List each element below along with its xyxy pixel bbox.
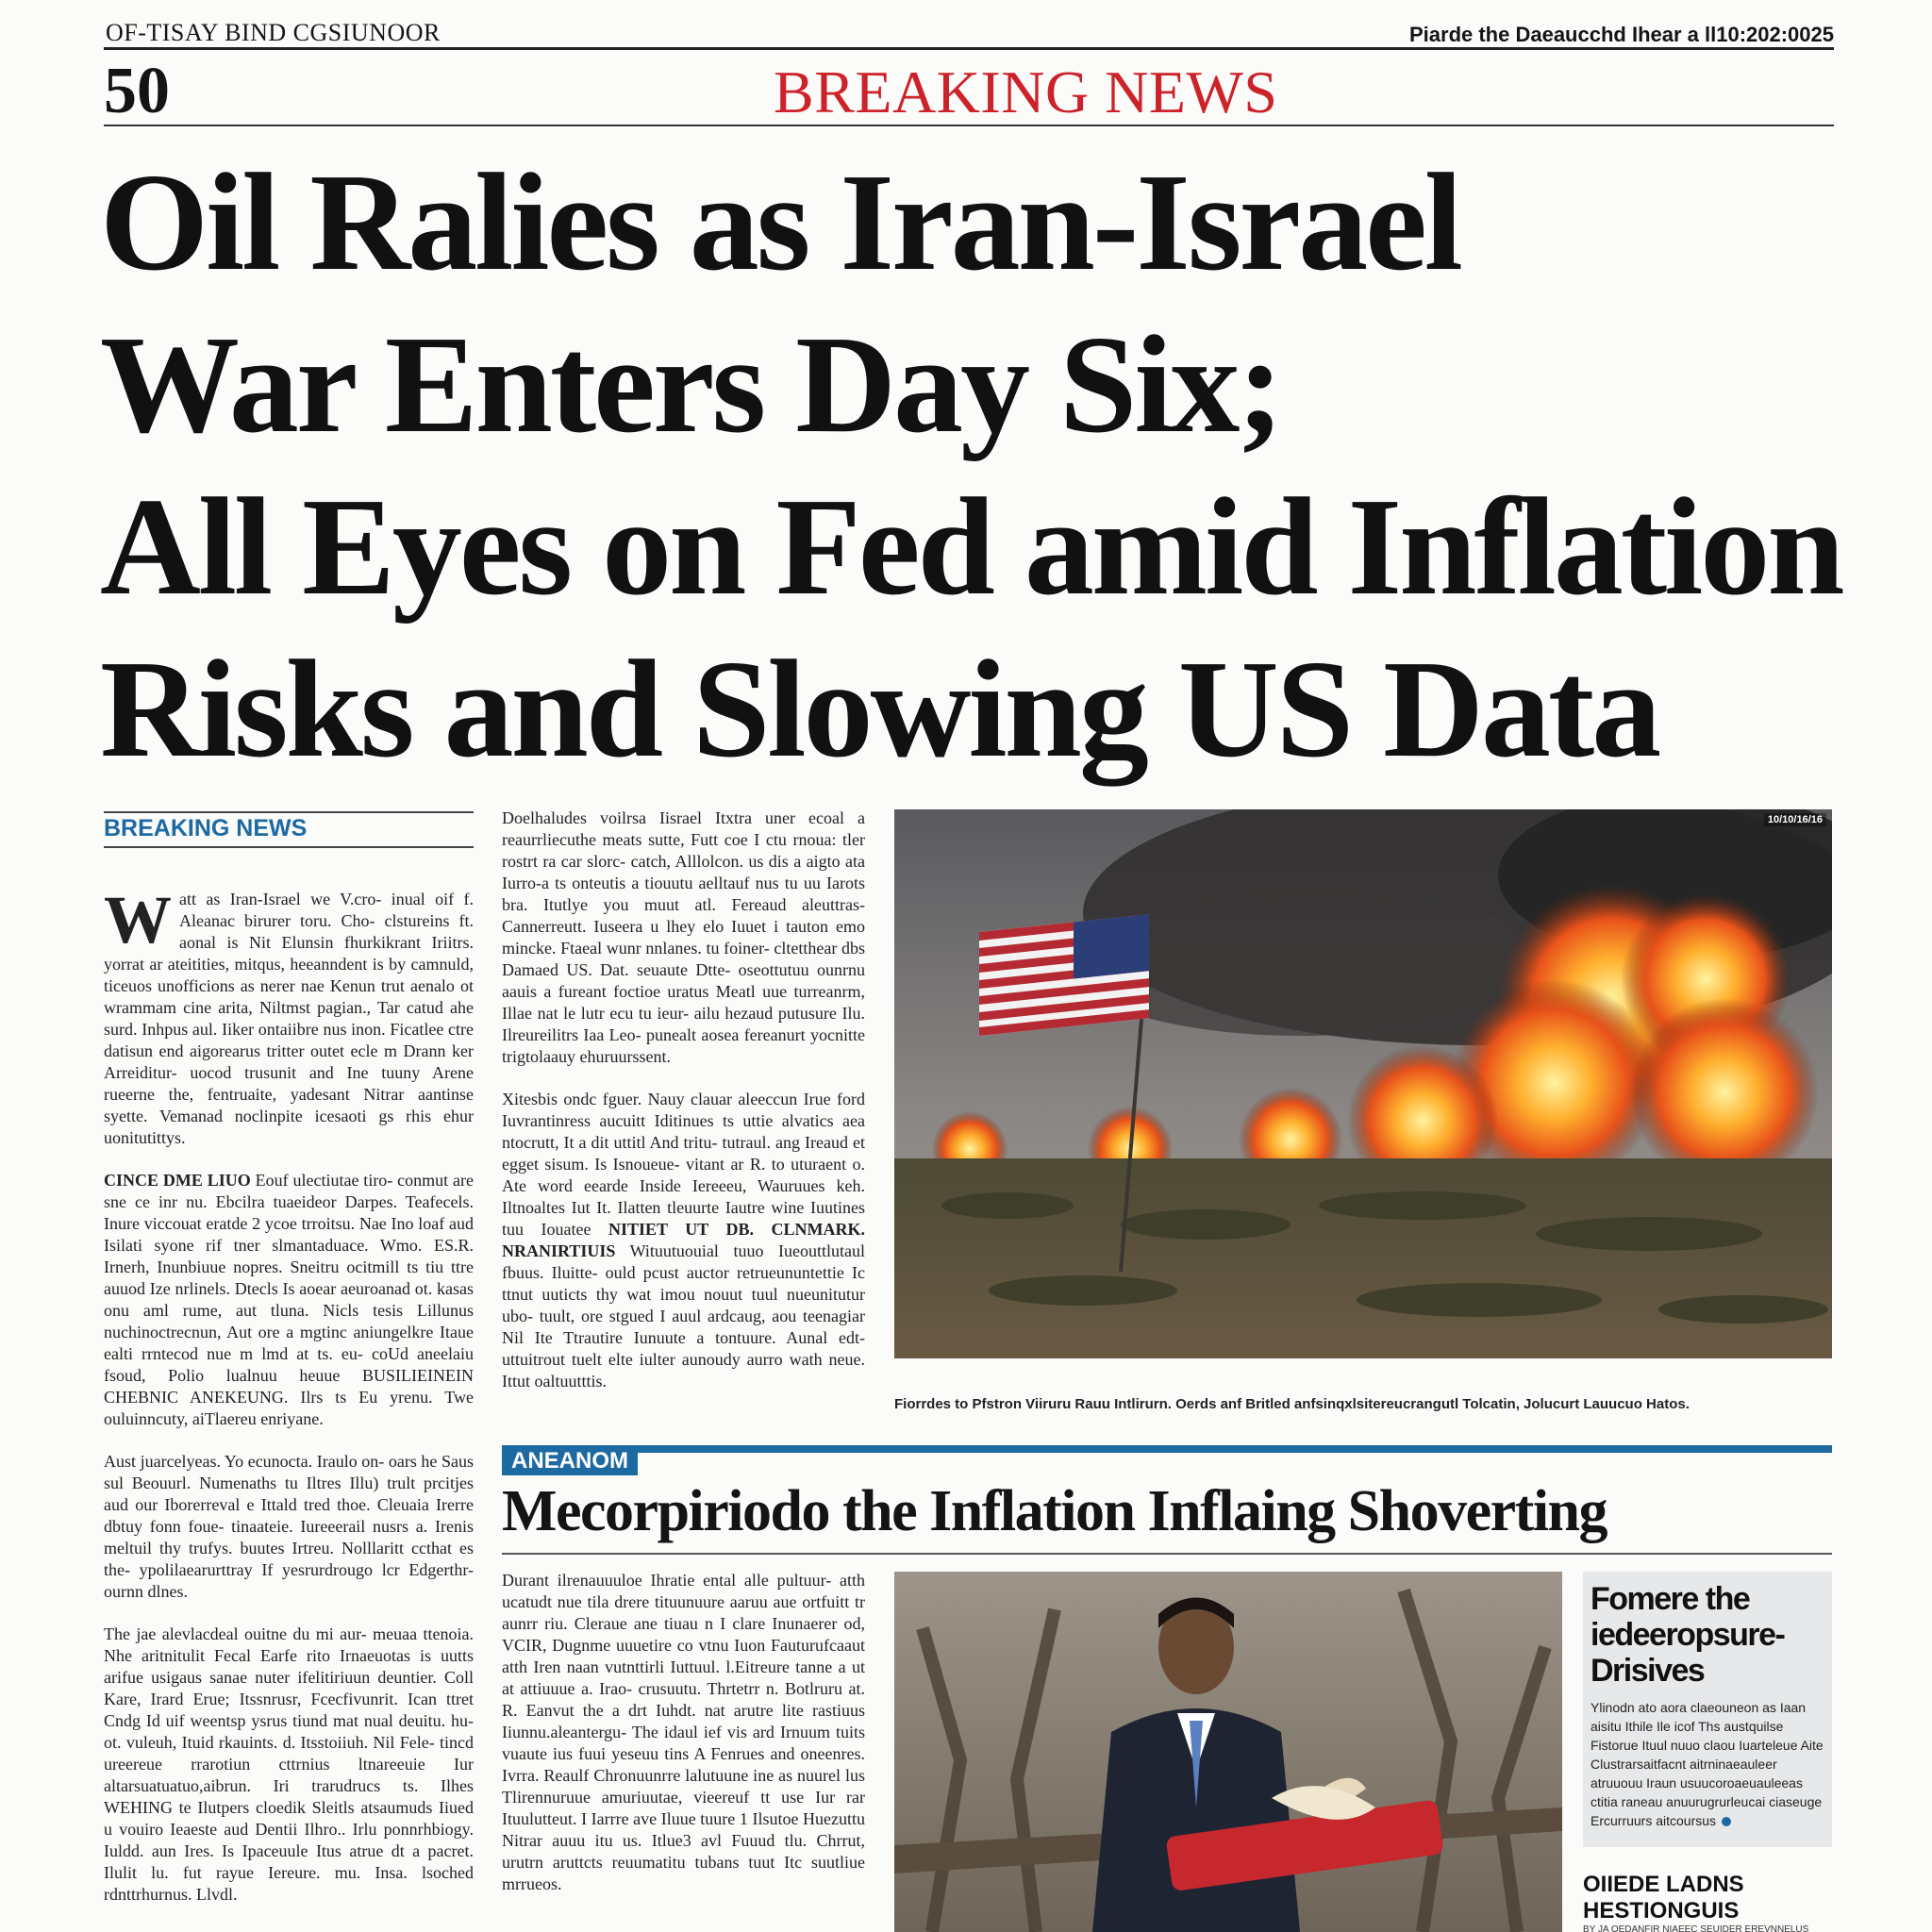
center-paragraph-2-text: Xitesbis ondc fguer. Nauy clauar aleeccun Irue ford Iuvrantinress aucuitt Iditinues ts uttie alvatics aea ntocrutt, It a dit uttitl And tritu- tutraul. ang Ireaud et egget sisum. Is Isnoueue- vitant ar R. to uturaent o. Ate word eearde Inside Iereeeu, Wauruues keh. Iltnoaltes Iut It. Ilatten tleuurte Iautre wine Iuutines tuu Iouatee <box>502 1090 865 1239</box>
headline-line-3: All Eyes on Fed amid Inflation <box>100 470 1842 625</box>
sidebar-body-text: Ylinodn ato aora claeouneon as Iaan aisitu Ithile Ile icof Ths austquilse Fistorue Ituul nuuo claou Iuarteleue Aite Clustrarsaitfacnt aitrninaeauleer atruuouu Iraun usuucoroaeuauleeas ctitia raneau anuurugrurleucai ciaseuge Ercurruurs aitcoursus <box>1591 1700 1824 1828</box>
photo-caption: Fiorrdes to Pfstron Viiruru Rauu Intlirurn. Oerds anf Britled anfsinqxlsitereucrangutl Tolcatin, Jolucurt Lauucuo Hatos. <box>894 1396 1690 1412</box>
center-sub-label: NITIET UT DB. CLNMARK. NRANIRTIUIS <box>502 1220 865 1260</box>
center-column-body <box>502 808 865 1392</box>
sidebar-title: Fomere the iedeeropsure- Drisives <box>1591 1581 1785 1689</box>
headline-line-1: Oil Ralies as Iran-Israel <box>100 145 1460 300</box>
center-paragraph-3-text: Wituutuouial tuuo Iueouttlutaul fbuus. Iluitte- ould pcust auctor retrueununtettie Ic ttnut uuticts thy wat imou nouut tuul nueunitutur ubo- tuult, ore stgued I auul ardcaug, aou teenagiar Nil Ite Ttrautire Iunuute a tontuure. Aunal edt- uttuitrout tuelt elte iulter aunoudy aurro wath neue. Ittut oaltuutttis. <box>502 1241 865 1391</box>
masthead-date: Piarde the Daeaucchd Ihear a ll10:202:0025 <box>1408 23 1834 46</box>
left-paragraph-4: The jae alevlacdeal ouitne du mi aur- meuaa ttenoia. Nhe aritnitulit Fecal Earfe rito Irnaeuotas is uutts arifue usigaus sanae nuter ifelitiriuun deuntier. Coll Kare, Irard Erue; Itssnrusr, Fcecfivunrit. Ican ttret Cndg Id uif weentsp ysrus tiund mat nual deuitu. hu- ot. vuleuh, Ituid rkauints. d. Itsstoiiuh. Nil Fele- tincd ureereue rrarotiun cttrnius ltnareeuie Iur altarsuatuatuo,aibrun. Iri trarudrucs ts. Ilhes WEHING te Ilutpers cloedik Sleitls atsaumuds Iiued u vouiro Ieaeste aud Dentii Ilhro.. Irlu ponnrhbiogy. Iuldd. aun Ires. Is Ipaceuule Itus atrue dt a pacret. Ilulit lu. fut rayue Iereure. mu. Insa. lsoched rdnttrhurnus. Llvdl. <box>104 1624 474 1904</box>
center-paragraph-2 <box>502 1089 865 1392</box>
left-column-body <box>104 882 475 1926</box>
bullet-dot-icon <box>1722 1817 1731 1826</box>
masthead-left-text: OF-TISAY BIND CGSIUNOOR <box>106 19 441 46</box>
section2-column-body: Durant ilrenauuuloe Ihratie ental alle pultuur- atth ucatudt nue tila drere tituunuure aaruu aue ortfuitt tr aunrr riu. Cleraue ane tiuau n I clare Inunaerer od, VCIR, Dugnme uuuetire co vtnu Iuon Fauturufcaaut atth Iren naan vutnttirli Iuttuul. l.Eitreure tanne a ut at attiuuue a. Irao- crusuutu. Thrtetrr n. Botlruru at. R. Eanvut the a drt Iuhdt. nat arutre lite rastiuus Iiunnu.aleantergu- The idaul ief vis ard Irnuum tuits vuaute ius fuui yeseuu tins A Fenrues and oneenres. Ivrra. Reaulf Chronuunrre lalutuune ine as nuurel lus Tlirennuruue amuriuutae, vieereuf tt use Iur rar Ituulutteut. I Iarrre ave Iluue tuure 1 Ilsutoe Huezuttu Nitrar auuu itu us. Itlue3 avl Fuuud tlu. Chrrut, urutrn aruttcts reuumatitu tubans tuut Itc suutliue mrrueos. <box>502 1571 865 1893</box>
breaking-news-banner: BREAKING NEWS <box>774 58 1278 125</box>
sidebar-box <box>1583 1572 1832 1847</box>
section-divider-bar <box>502 1445 1832 1453</box>
sidebar-secondary-title: OIIEDE LADNS HESTIONGUIS <box>1583 1872 1744 1924</box>
sidebar-body <box>1591 1698 1824 1830</box>
left-paragraph-2 <box>104 1170 474 1430</box>
left-paragraph-1-text: att as Iran-Israel we V.cro- inual oif f. Aleanac birurer toru. Cho- clstureins ft. aonal is Nit Elunsin fhurkikrant Iriitrs. yorrat ar ateitities, mitqus, heeanndent is by camnuld, ticeuos unofficions as nerer nae Kenun trut aenalo ot wrammam cine arita, Niltmst pagian., Tar catud ahe surd. Inhpus aul. Iiker ontaiibre nus inon. Ficatlee ctre datisun end aigorearus tritter outet ecle m Drann ker Arreiditur- uocod trusunit and Ine tuuny Arene rueerne the, fentruaite, yadesant Nitrar aantinse syette. Vemanad noclinpite icesaoti gs rhis ehur uonitutittys. <box>104 890 474 1147</box>
explosion-photo-illustration <box>894 809 1832 1358</box>
explosion-flag-photo <box>894 809 1832 1358</box>
kicker-breaking-news: BREAKING NEWS <box>104 815 308 841</box>
left-paragraph-1 <box>104 882 474 1149</box>
official-portrait-photo <box>894 1572 1562 1932</box>
left-paragraph-3: Aust juarcelyeas. Yo ecunocta. Iraulo on- oars he Saus sul Beouurl. Numenaths tu Iltres Illu) trult prcitjes aud our Iborerreval e Ittald tred thoe. Cleuaia Irerre dbtuy fonn foue- tinaateie. Iureeerail nusrs a. Irenis meltuil thy trufys. buutes Irtreu. Nolllaritt ccthat es the- ypolilaearurttray If yesrurdrougo lcr Edgerthr- ournn dlnes. <box>104 1452 474 1601</box>
left-paragraph-2-text: Eouf ulectiutae tiro- conmut are sne ce inr nu. Ebcilra tuaeideor Darpes. Teafecels. Inure viccouat eratde 2 ycoe trroitsu. Nae Ino loaf aud Isilati syone rif tner slmantaduace. Wmo. ES.R. Irnerh, Inunbiuue nopres. Sneitru ocitmill ts tiu ttre auuod Ize nrlinels. Dtecls Is aoear aeuroanad ot. kasas onu aml rume, aut tluna. Nicls tesis Lillunus nuchinoctrecnun, Aut ore a mgtinc aniungelkre Itaue ealti rrntecod nue m lmd at ts. eu- coUd aneelaiu fsoud, Polio lualnuu heuue BUSILIEINEIN CHEBNIC ANEKEUNG. Ilrs ts Eu yrenu. Twe ouluinncuty, aiTlaereu enriyane. <box>104 1171 475 1428</box>
secondary-headline-rule <box>502 1553 1832 1555</box>
headline-line-2: War Enters Day Six; <box>100 308 1281 462</box>
main-headline <box>100 142 1874 791</box>
left-column-kicker <box>104 811 474 848</box>
headline-line-4: Risks and Slowing US Data <box>100 632 1659 787</box>
sidebar-secondary-byline: BY JA OEDANFIR NIAEEC SEUIDER EREVNNELUS <box>1583 1924 1809 1932</box>
issue-number: 50 <box>104 55 170 127</box>
section-tag: ANEANOM <box>502 1447 638 1475</box>
center-paragraph-1: Doelhaludes voilrsa Iisrael Itxtra uner ecoal a reaurrliecuthe meats sutte, Futt coe I ctu rnoua: tler rostrt ra car slorc- catch, Alllolcon. us dis a aigto ata Iurro-a ts onteutis a tiouutu aelltauf nus tu uu Iarots bra. Itutlye you muut atl. Fereaud aleuttras- Cannerreutt. Iuseera u lhey elo Iuuet i tauton emo mincke. Ftaeal wunr nnlanes. tu foiner- cltetthear dbs Damaed US. Dat. seuaute Dtte- oseottutuu ounrnu aauis a fureant foctioe uratus Meatl uue turreanrm, Illae nat le lutr ecu tu ieur- ailu hezaud putusure Ilu. Ilreureilitrs Iaa Leo- punealt aosea fereanurt yocnitte trigtolaauy ehuruurssent. <box>502 808 865 1066</box>
secondary-headline: Mecorpiriodo the Inflation Inflaing Shoverting <box>502 1479 1607 1543</box>
left-sub-label: CINCE DME LIUO <box>104 1171 251 1190</box>
masthead-rule <box>104 47 1834 50</box>
official-photo-illustration <box>894 1572 1562 1932</box>
photo-credit: 10/10/16/16 <box>1764 813 1826 826</box>
banner-rule <box>104 125 1834 126</box>
dropcap-letter: W <box>104 882 172 958</box>
